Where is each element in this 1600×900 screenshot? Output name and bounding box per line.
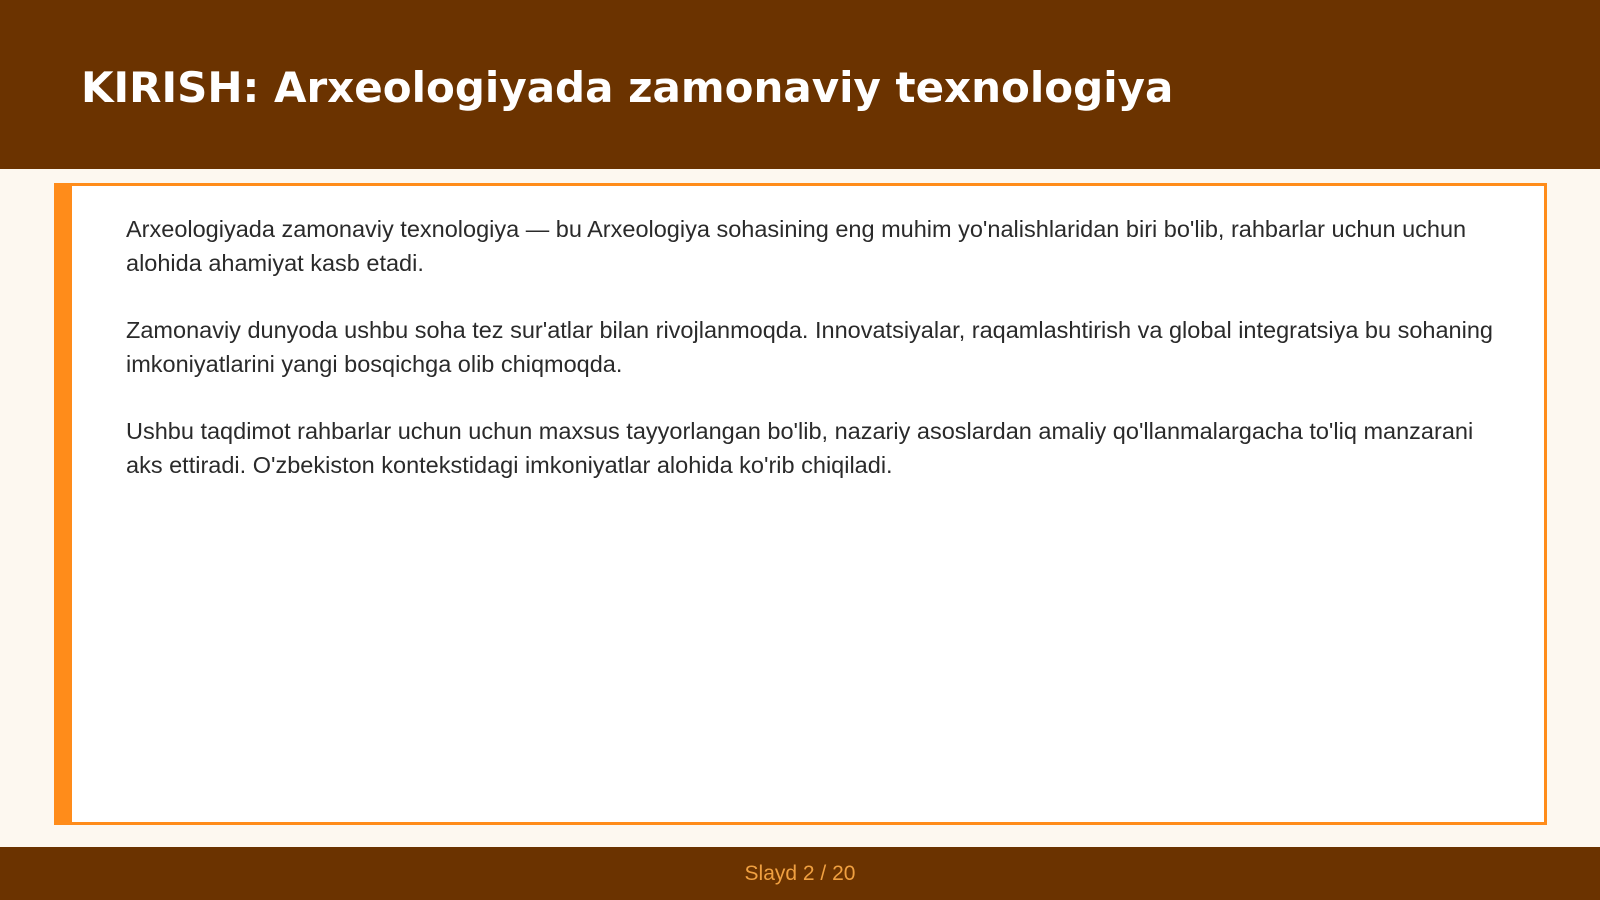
slide-footer <box>0 847 1600 900</box>
paragraph-intro: Arxeologiyada zamonaviy texnologiya — bu Arxeologiya sohasining eng muhim yo'nalishlaridan biri bo'lib, rahbarlar uchun uchun alohida ahamiyat kasb etadi. <box>126 216 1467 276</box>
slide-header <box>0 0 1600 169</box>
paragraph-development: Zamonaviy dunyoda ushbu soha tez sur'atlar bilan rivojlanmoqda. Innovatsiyalar, raqamlashtirish va global integratsiya bu sohaning imkoniyatlarini yangi bosqichga olib chiqmoqda. <box>126 317 1493 377</box>
slide-body <box>126 212 1496 515</box>
paragraph-presentation: Ushbu taqdimot rahbarlar uchun uchun maxsus tayyorlangan bo'lib, nazariy asoslardan amaliy qo'llanmalargacha to'liq manzarani aks ettiradi. O'zbekiston kontekstidagi imkoniyatlar alohida ko'rib chiqiladi. <box>126 418 1474 478</box>
content-card <box>54 183 1547 825</box>
slide-title: KIRISH: Arxeologiyada zamonaviy texnologiya <box>81 63 1174 112</box>
slide-counter: Slayd 2 / 20 <box>744 861 856 885</box>
